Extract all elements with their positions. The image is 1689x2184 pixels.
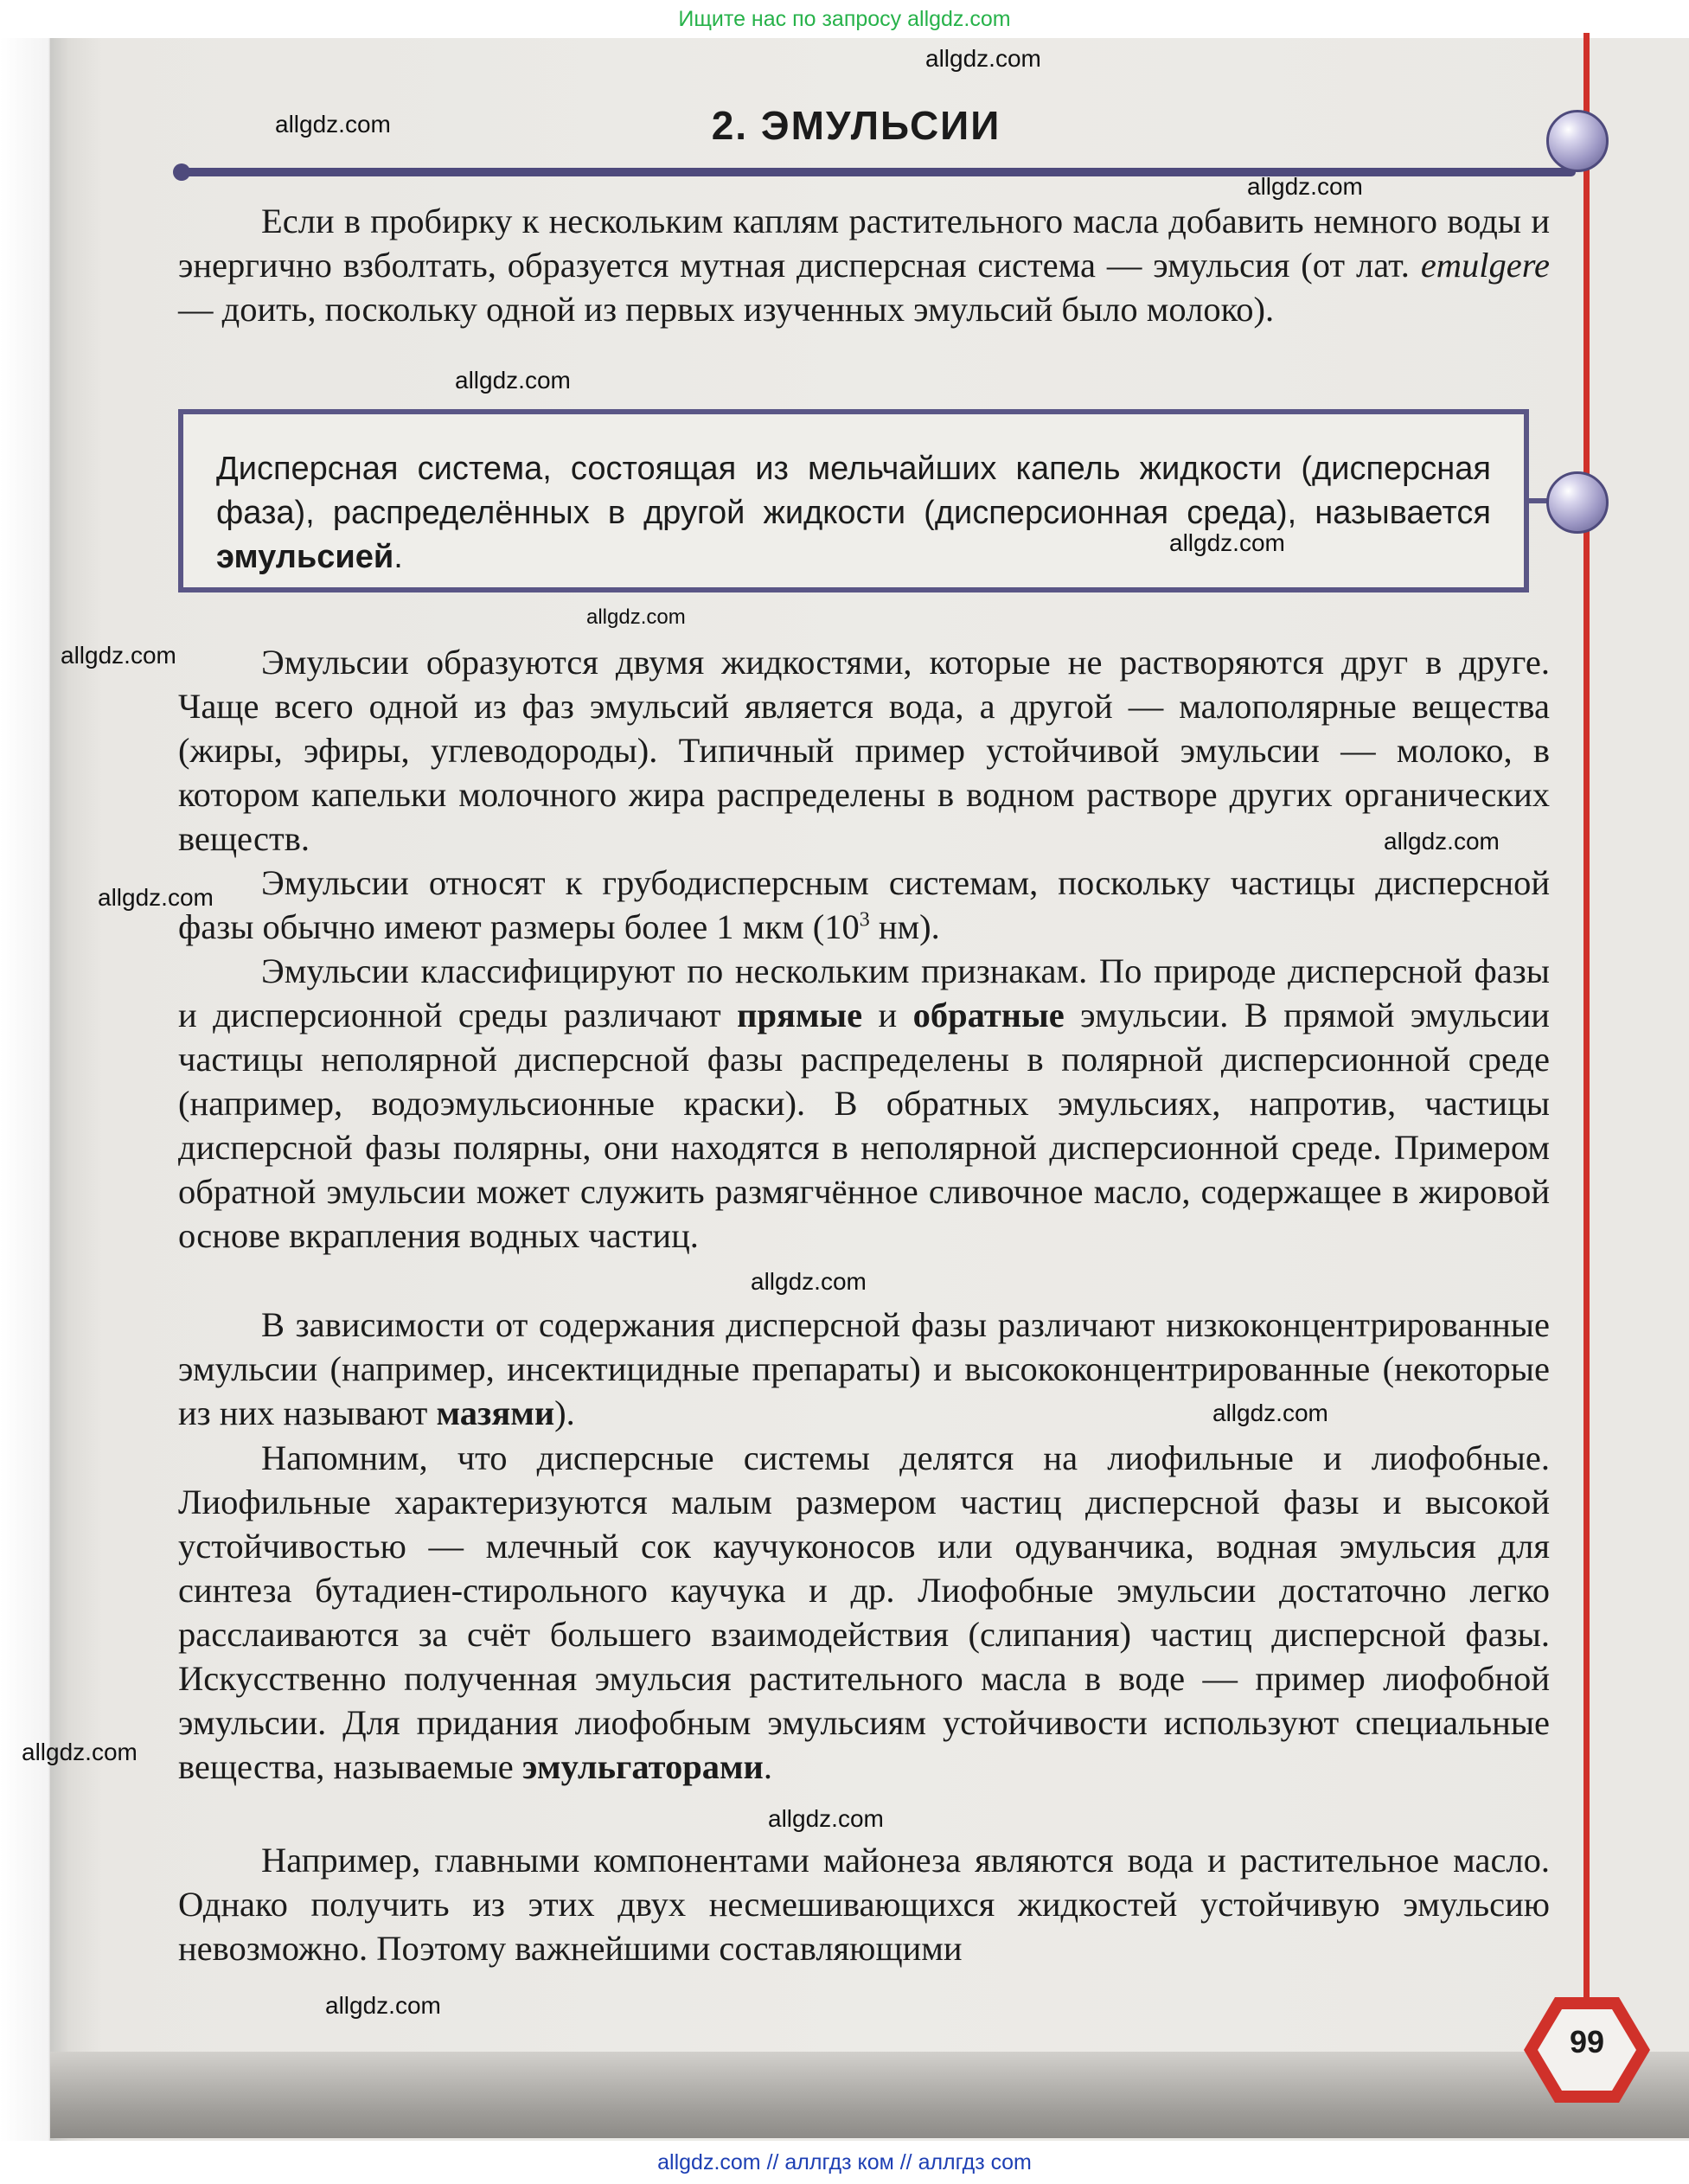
watermark[interactable]: allgdz.com — [22, 1739, 138, 1765]
p3-text-b: эмульсии. В прямой эмульсии частицы неполярной дисперсной фазы распределены в полярной дисперсионной среде (например, водоэмульсионные краски). В обратных эмульсиях, напротив, частицы дисперсной фазы полярны, они находятся в неполярной дисперсионной среде. Примером обратной эмульсии может служить размягчённое сливочное масло, содержащее в жировой основе вкрапления водных частиц. — [178, 996, 1550, 1255]
definition-term: эмульсией — [216, 539, 394, 575]
definition-text-a: Дисперсная система, состоящая из мельчайших капель жидкости (дисперсная фаза), распределённых в другой жидкости (дисперсионная среда), называется — [216, 451, 1491, 531]
section-title: 2. ЭМУЛЬСИИ — [711, 103, 1001, 148]
watermark[interactable]: allgdz.com — [768, 1805, 884, 1832]
p2-text-a: Эмульсии относят к грубодисперсным системам, поскольку частицы дисперсной фазы обычно имеют размеры более 1 мкм (10 — [178, 863, 1550, 946]
term-ointments: мазями — [436, 1393, 555, 1432]
p5-text-b: . — [763, 1747, 773, 1786]
watermark[interactable]: allgdz.com — [1169, 529, 1285, 556]
definition-text-b: . — [393, 539, 403, 575]
p5-text-a: Напомним, что дисперсные системы делятся на лиофильные и лиофобные. Лиофильные характеризуются малым размером частиц дисперсной фазы и высокой устойчивостью — млечный сок каучуконосов или одуванчика, водная эмульсия для синтеза бутадиен-стирольного каучука и др. Лиофобные эмульсии достаточно легко расслаиваются за счёт большего взаимодействия (слипания) частиц дисперсной фазы. Искусственно полученная эмульсия растительного масла в воде — пример лиофобной эмульсии. Для придания лиофобным эмульсиям устойчивости используют специальные вещества, называемые — [178, 1438, 1550, 1786]
watermark[interactable]: allgdz.com — [751, 1268, 867, 1295]
watermark[interactable]: allgdz.com — [325, 1992, 441, 2019]
term-direct: прямые — [737, 996, 863, 1034]
p3-text-mid: и — [862, 996, 913, 1034]
intro-text-a: Если в пробирку к нескольким каплям растительного масла добавить немного воды и энергично взболтать, образуется мутная дисперсная система — эмульсия (от лат. — [178, 202, 1550, 285]
term-emulsifiers: эмульгаторами — [521, 1747, 764, 1786]
title-sphere-icon — [1546, 110, 1609, 172]
p4-text-b: ). — [554, 1393, 575, 1432]
watermark[interactable]: allgdz.com — [98, 884, 214, 911]
bottom-banner[interactable]: allgdz.com // аллгдз ком // аллгдз com — [657, 2150, 1032, 2174]
p4-text-a: В зависимости от содержания дисперсной фазы различают низкоконцентрированные эмульсии (например, инсектицидные препараты) и высококонцентрированные (некоторые из них называют — [178, 1305, 1550, 1432]
paragraph-5 — [178, 1436, 1550, 1789]
page-number: 99 — [1569, 2024, 1605, 2059]
p3-text-a: Эмульсии классифицируют по нескольким признакам. По природе дисперсной фазы и дисперсионной среды различают — [178, 951, 1550, 1034]
definition-sphere-icon — [1546, 471, 1609, 534]
page-bottom-edge — [50, 2052, 1689, 2138]
top-banner[interactable]: Ищите нас по запросу allgdz.com — [0, 0, 1689, 38]
p2-text-b: нм). — [869, 907, 940, 946]
paragraph-intro — [178, 199, 1550, 331]
paragraph-3 — [178, 949, 1550, 1258]
watermark[interactable]: allgdz.com — [1212, 1399, 1328, 1426]
p2-exponent: 3 — [859, 908, 870, 932]
watermark[interactable]: allgdz.com — [1384, 828, 1500, 855]
paragraph-2 — [178, 861, 1550, 949]
title-underline-dot — [173, 163, 190, 181]
definition-text — [216, 447, 1491, 580]
paragraph-1: Эмульсии образуются двумя жидкостями, которые не растворяются друг в друге. Чаще всего одной из фаз эмульсий является вода, а другой — малополярные вещества (жиры, эфиры, углеводороды). Типичный пример устойчивой эмульсии — молоко, в котором капельки молочного жира распределены в водном растворе других органических веществ. — [178, 643, 1550, 858]
intro-latin-term: emulgere — [1420, 246, 1550, 285]
paragraph-4 — [178, 1303, 1550, 1435]
watermark[interactable]: allgdz.com — [455, 367, 571, 394]
watermark[interactable]: allgdz.com — [61, 642, 176, 669]
intro-text-b: — доить, поскольку одной из первых изученных эмульсий было молоко). — [178, 290, 1275, 329]
margin-red-rule — [1583, 33, 1590, 2048]
title-underline — [183, 168, 1576, 176]
watermark[interactable]: allgdz.com — [1247, 173, 1363, 200]
watermark[interactable]: allgdz.com — [925, 45, 1041, 72]
watermark[interactable]: allgdz.com — [275, 111, 391, 138]
term-reverse: обратные — [912, 996, 1065, 1034]
watermark[interactable]: allgdz.com — [586, 605, 686, 629]
paragraph-6: Например, главными компонентами майонеза являются вода и растительное масло. Однако получить из этих двух несмешивающихся жидкостей устойчивую эмульсию невозможно. Поэтому важнейшими составляющими — [178, 1841, 1550, 1968]
definition-box — [178, 409, 1529, 592]
